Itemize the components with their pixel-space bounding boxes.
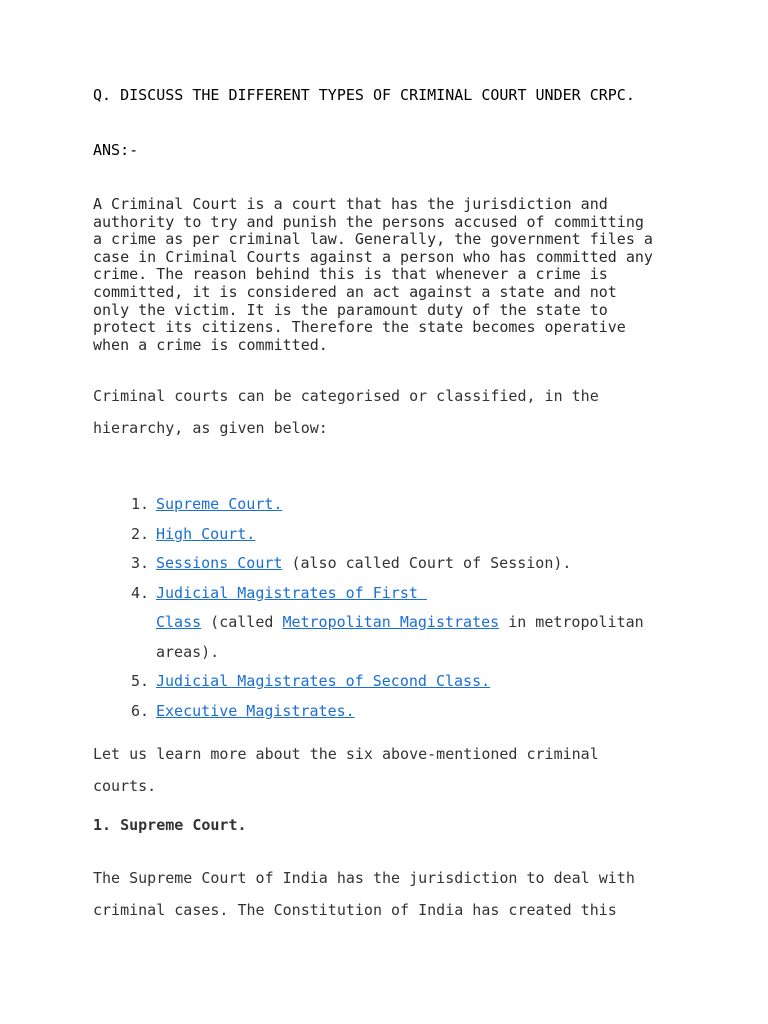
list-item: [93, 697, 693, 727]
list-item: [93, 520, 693, 550]
learn-line: Let us learn more about the six above-mentioned criminal: [93, 745, 599, 763]
list-item: [93, 579, 693, 668]
list-item: [93, 549, 693, 579]
court-list: [93, 490, 693, 726]
intro-line: when a crime is committed.: [93, 335, 328, 354]
judicial-magistrates-first-link[interactable]: Judicial Magistrates of First: [156, 583, 427, 602]
learn-line: courts.: [93, 777, 157, 795]
intro-line: only the victim. It is the paramount duty of the state to: [93, 300, 608, 319]
categorised-line: Criminal courts can be categorised or classified, in the: [93, 387, 599, 405]
intro-line: authority to try and punish the persons accused of committing: [93, 212, 644, 231]
categorised-paragraph: [93, 380, 693, 444]
intro-line: protect its citizens. Therefore the state becomes operative: [93, 318, 626, 337]
list-item-text: (called: [201, 613, 283, 631]
section-heading: 1. Supreme Court.: [93, 816, 247, 834]
learn-paragraph: [93, 738, 693, 802]
intro-line: A Criminal Court is a court that has the jurisdiction and: [93, 195, 608, 213]
list-item-text: (also called Court of Session).: [282, 554, 572, 572]
list-number: 2.: [131, 524, 150, 543]
list-number: 3.: [131, 554, 150, 572]
answer-label: ANS:-: [93, 141, 139, 159]
list-item-text: areas).: [156, 642, 220, 661]
sc-line: The Supreme Court of India has the jurisdiction to deal with: [93, 869, 635, 887]
intro-line: a crime as per criminal law. Generally, the government files a: [93, 230, 653, 249]
list-item: [93, 667, 693, 697]
intro-paragraph: [93, 196, 693, 354]
list-number: 5.: [131, 672, 150, 690]
categorised-line: hierarchy, as given below:: [93, 419, 328, 437]
intro-line: committed, it is considered an act against a state and not: [93, 282, 617, 301]
question-heading: Q. DISCUSS THE DIFFERENT TYPES OF CRIMINAL COURT UNDER CRPC.: [93, 86, 635, 104]
sessions-court-link[interactable]: Sessions Court: [156, 554, 283, 572]
list-number: 4.: [131, 583, 150, 602]
high-court-link[interactable]: High Court.: [156, 524, 256, 543]
intro-line: case in Criminal Courts against a person who has committed any: [93, 247, 653, 266]
judicial-magistrates-second-link[interactable]: Judicial Magistrates of Second Class.: [156, 672, 491, 690]
sc-line: criminal cases. The Constitution of India has created this: [93, 901, 617, 919]
list-item: [93, 490, 693, 520]
executive-magistrates-link[interactable]: Executive Magistrates.: [156, 701, 355, 720]
judicial-magistrates-first-class-link[interactable]: Class: [156, 613, 202, 631]
metropolitan-magistrates-link[interactable]: Metropolitan Magistrates: [282, 613, 500, 631]
list-item-text: in metropolitan: [499, 613, 644, 631]
supreme-court-link[interactable]: Supreme Court.: [156, 495, 283, 513]
intro-line: crime. The reason behind this is that whenever a crime is: [93, 265, 608, 284]
list-number: 6.: [131, 701, 150, 720]
supreme-court-paragraph: [93, 862, 693, 926]
list-number: 1.: [131, 495, 150, 513]
